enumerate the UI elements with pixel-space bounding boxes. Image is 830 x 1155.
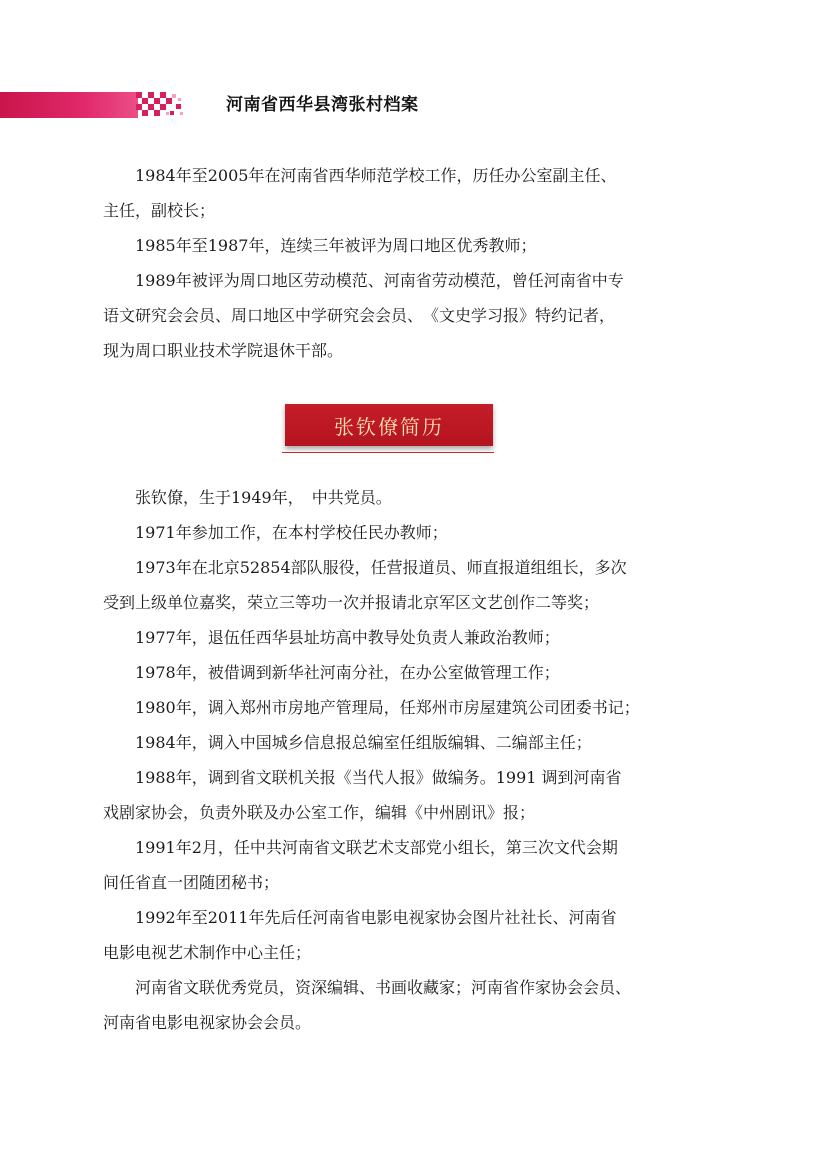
bio-paragraph-11: 河南省文联优秀党员，资深编辑、书画收藏家；河南省作家协会会员、 河南省电影电视家协会会员。 — [103, 978, 632, 1032]
intro-paragraph-3: 1989年被评为周口地区劳动模范、河南省劳动模范，曾任河南省中专 语文研究会会员、周口地区中学研究会会员、 《文史学习报》特约记者， 现为周口职业技术学院退休干部。 — [103, 271, 624, 360]
bio-paragraph-10: 1992年至2011年先后任河南省电影电视家协会图片社社长、河南省 电影电视艺术制作中心主任； — [103, 908, 617, 962]
bio-paragraph-9: 1991年2月，任中共河南省文联艺术支部党小组长，第三次文代会期 间任省直一团随团秘书； — [103, 838, 618, 892]
section-heading-title: 张钦僚简历 — [334, 414, 444, 439]
bio-paragraph-4: 1977年，退伍任西华县址坊高中教导处负责人兼政治教师； — [135, 628, 560, 647]
bio-paragraph-3: 1973年在北京52854部队服役，任营报道员、师直报道组组长，多次 受到上级单位嘉奖，荣立三等功一次并报请北京军区文艺创作二等奖； — [103, 558, 627, 612]
intro-paragraph-2: 1985年至1987年，连续三年被评为周口地区优秀教师； — [135, 236, 537, 255]
bio-paragraph-1: 张钦僚，生于1949年， 中共党员。 — [135, 488, 392, 507]
section-heading-underline — [282, 452, 494, 453]
page-header-title: 河南省西华县湾张村档案 — [226, 95, 419, 115]
header-accent-bar — [0, 92, 138, 118]
bio-paragraph-5: 1978年，被借调到新华社河南分社，在办公室做管理工作； — [135, 663, 560, 682]
bio-paragraph-7: 1984年，调入中国城乡信息报总编室任组版编辑、二编部主任； — [135, 733, 592, 752]
intro-paragraph-1: 1984年至2005年在河南省西华师范学校工作，历任办公室副主任、 主任，副校长； — [103, 166, 617, 220]
bio-paragraph-2: 1971年参加工作，在本村学校任民办教师； — [135, 523, 448, 542]
bio-paragraph-8: 1988年，调到省文联机关报《当代人报》做编务。1991 调到河南省 戏剧家协会，负责外联及办公室工作，编辑《中州剧讯》报； — [103, 768, 622, 822]
section-heading-box — [285, 404, 493, 446]
header-pixel-decoration — [136, 92, 186, 118]
bio-paragraph-6: 1980年，调入郑州市房地产管理局，任郑州市房屋建筑公司团委书记； — [135, 698, 640, 717]
